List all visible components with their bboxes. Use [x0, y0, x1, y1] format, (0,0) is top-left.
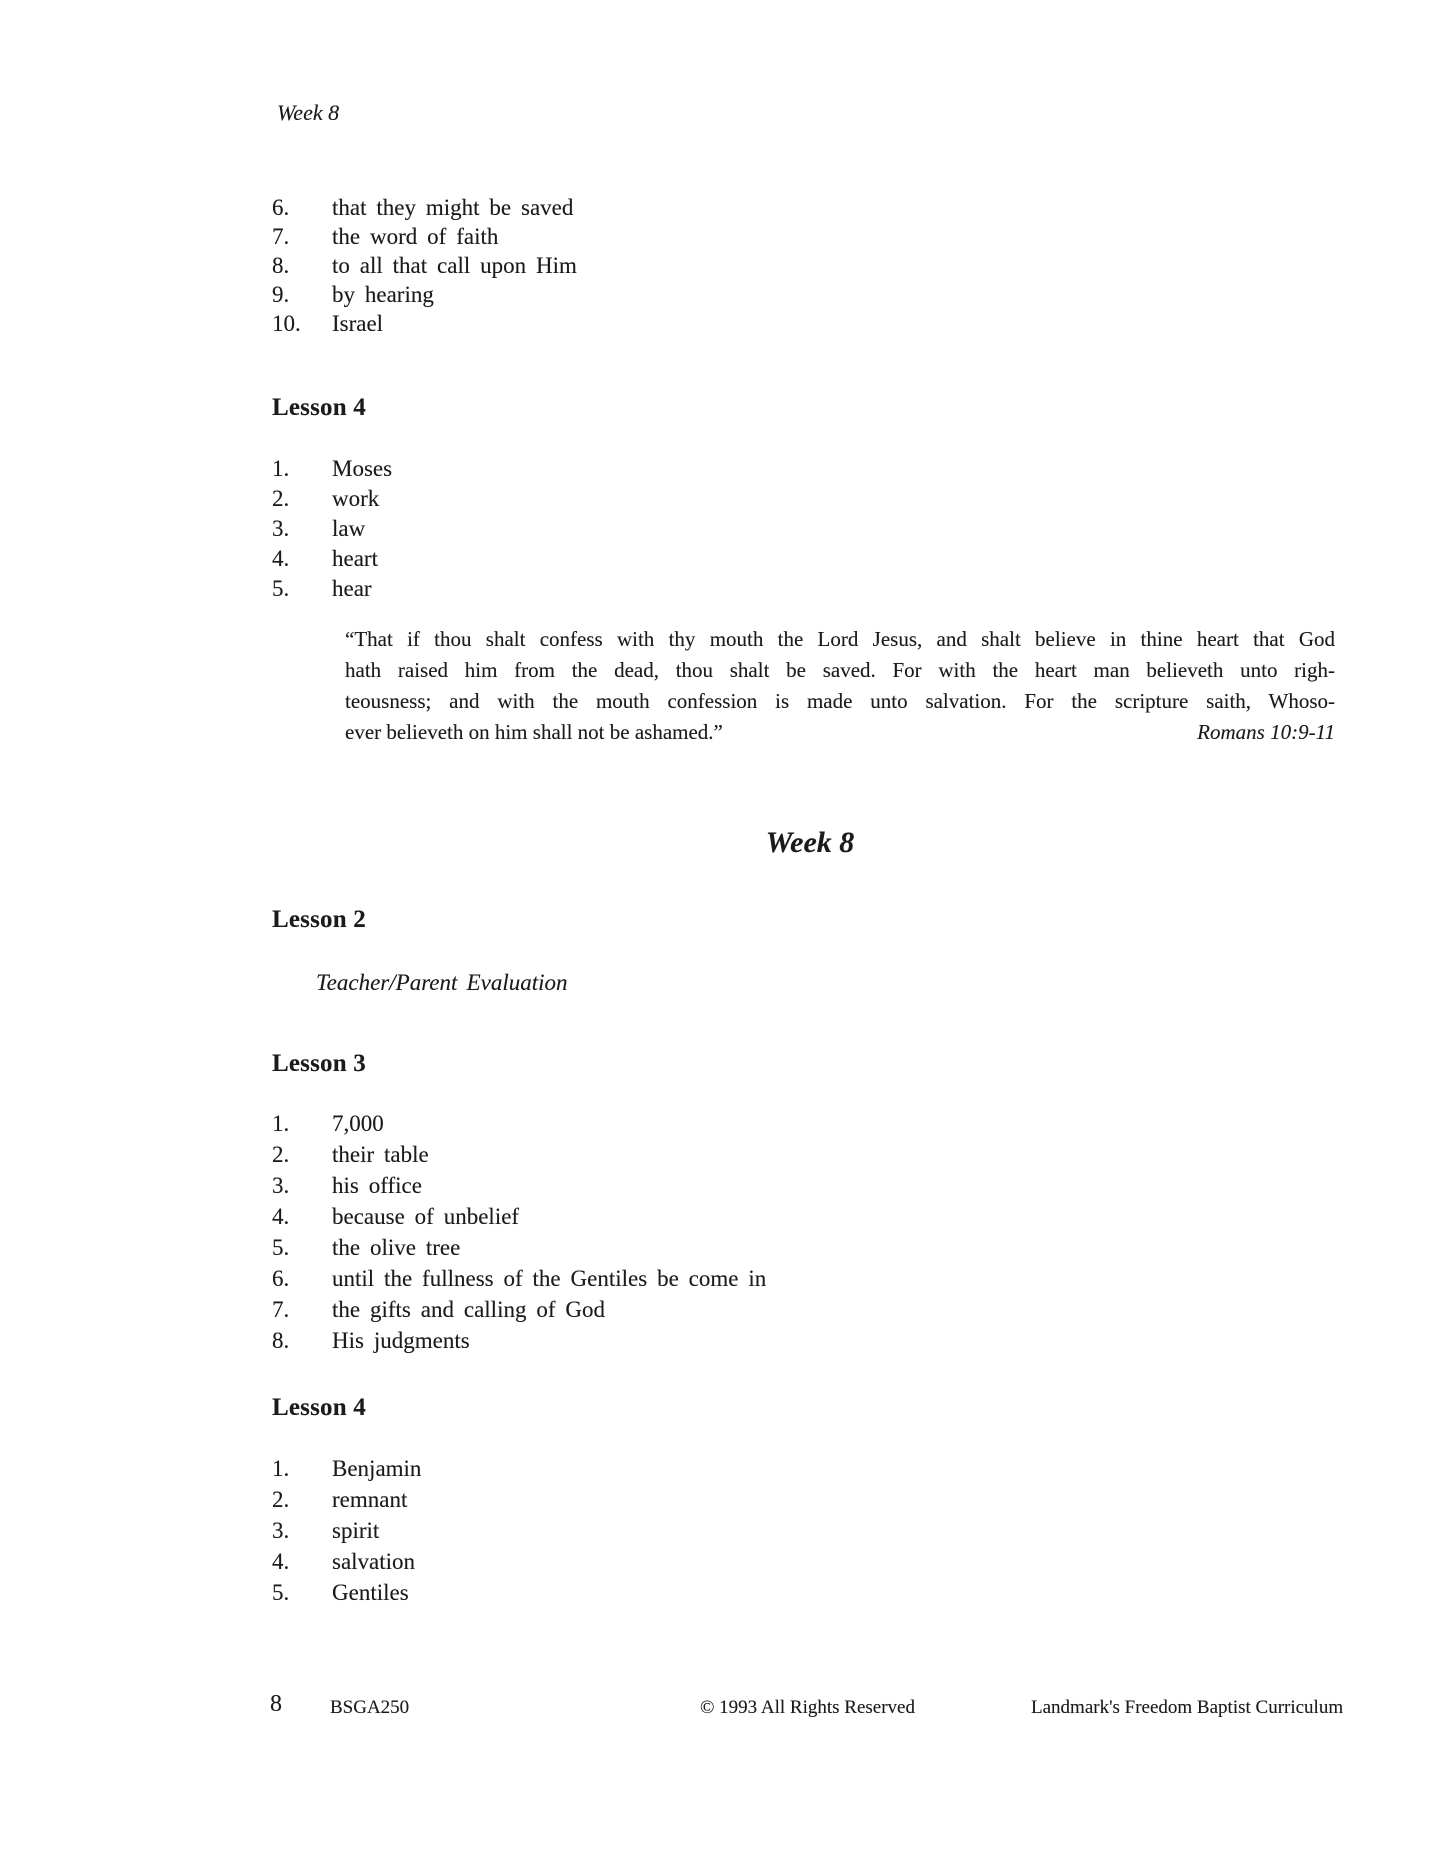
answer-item [272, 484, 392, 514]
answer-item [272, 454, 392, 484]
running-head-week-label: Week 8 [277, 100, 340, 125]
answer-item [272, 1325, 766, 1356]
item-number: 8. [272, 1328, 290, 1353]
item-number: 2. [272, 1142, 290, 1167]
item-number: 1. [272, 456, 290, 481]
item-text: his office [332, 1173, 422, 1198]
lesson-heading: Lesson 4 [272, 394, 366, 421]
item-number: 1. [272, 1456, 290, 1481]
item-number: 3. [272, 1173, 290, 1198]
item-number: 6. [272, 1266, 290, 1291]
item-number: 2. [272, 486, 290, 511]
item-text: to all that call upon Him [332, 253, 577, 278]
page-number: 8 [270, 1691, 282, 1717]
answer-item [272, 193, 577, 222]
answer-item [272, 1515, 421, 1546]
lesson-heading: Lesson 4 [272, 1394, 366, 1421]
item-text: spirit [332, 1518, 380, 1543]
week-title: Week 8 [765, 826, 855, 859]
answer-item [272, 1453, 421, 1484]
answer-item [272, 544, 392, 574]
item-text: His judgments [332, 1328, 470, 1353]
item-number: 3. [272, 1518, 290, 1543]
item-number: 8. [272, 253, 290, 278]
item-number: 5. [272, 1580, 290, 1605]
answer-item [272, 514, 392, 544]
item-number: 4. [272, 1204, 290, 1229]
lesson-heading: Lesson 2 [272, 906, 366, 933]
item-number: 1. [272, 1111, 290, 1136]
item-number: 6. [272, 195, 290, 220]
item-number: 10. [272, 311, 301, 336]
copyright-notice: © 1993 All Rights Reserved [700, 1697, 915, 1718]
item-text: 7,000 [332, 1111, 384, 1136]
item-text: Benjamin [332, 1456, 422, 1481]
lesson-heading: Lesson 3 [272, 1050, 366, 1077]
answer-list-lesson4-week7 [272, 454, 392, 604]
item-text: the gifts and calling of God [332, 1297, 606, 1322]
item-text: law [332, 516, 366, 541]
quote-last-line [345, 717, 1335, 748]
item-number: 4. [272, 1549, 290, 1574]
item-text: Moses [332, 456, 393, 481]
answer-item [272, 1263, 766, 1294]
evaluation-note: Teacher/Parent Evaluation [316, 970, 568, 995]
quote-line: hath raised him from the dead, thou shalt be saved. For with the heart man believeth unto righ- [345, 658, 1335, 682]
publisher-name: Landmark's Freedom Baptist Curriculum [1031, 1697, 1344, 1718]
answer-list-lesson3 [272, 1108, 766, 1356]
answer-item [272, 1232, 766, 1263]
item-number: 9. [272, 282, 290, 307]
item-number: 5. [272, 1235, 290, 1260]
answer-item [272, 280, 577, 309]
item-text: their table [332, 1142, 429, 1167]
answer-list-week7 [272, 193, 577, 338]
item-text: until the fullness of the Gentiles be come in [332, 1266, 767, 1291]
item-text: remnant [332, 1487, 408, 1512]
item-text: Israel [332, 311, 384, 336]
item-number: 3. [272, 516, 290, 541]
quote-line: teousness; and with the mouth confession is made unto salvation. For the scripture saith, Whoso- [345, 689, 1335, 713]
answer-item [272, 1546, 421, 1577]
item-number: 4. [272, 546, 290, 571]
answer-item [272, 1170, 766, 1201]
item-number: 7. [272, 224, 290, 249]
item-text: by hearing [332, 282, 434, 307]
item-number: 2. [272, 1487, 290, 1512]
quote-line: ever believeth on him shall not be ashamed.” [345, 720, 723, 744]
answer-item [272, 1484, 421, 1515]
item-text: the word of faith [332, 224, 499, 249]
course-code: BSGA250 [330, 1697, 410, 1718]
item-text: heart [332, 546, 378, 571]
answer-item [272, 1294, 766, 1325]
answer-item [272, 251, 577, 280]
answer-item [272, 1201, 766, 1232]
item-text: Gentiles [332, 1580, 409, 1605]
answer-item [272, 574, 392, 604]
item-text: because of unbelief [332, 1204, 520, 1229]
scripture-reference: Romans 10:9-11 [1197, 720, 1335, 744]
item-text: hear [332, 576, 372, 601]
item-text: the olive tree [332, 1235, 461, 1260]
item-text: that they might be saved [332, 195, 574, 220]
item-text: work [332, 486, 380, 511]
answer-item [272, 1577, 421, 1608]
answer-item [272, 1139, 766, 1170]
item-number: 7. [272, 1297, 290, 1322]
answer-item [272, 1108, 766, 1139]
answer-item [272, 222, 577, 251]
item-number: 5. [272, 576, 290, 601]
answer-item [272, 309, 577, 338]
answer-list-lesson4-week8 [272, 1453, 421, 1608]
item-text: salvation [332, 1549, 416, 1574]
scripture-quote [345, 624, 1335, 748]
quote-line: “That if thou shalt confess with thy mouth the Lord Jesus, and shalt believe in thine heart that God [345, 627, 1335, 651]
